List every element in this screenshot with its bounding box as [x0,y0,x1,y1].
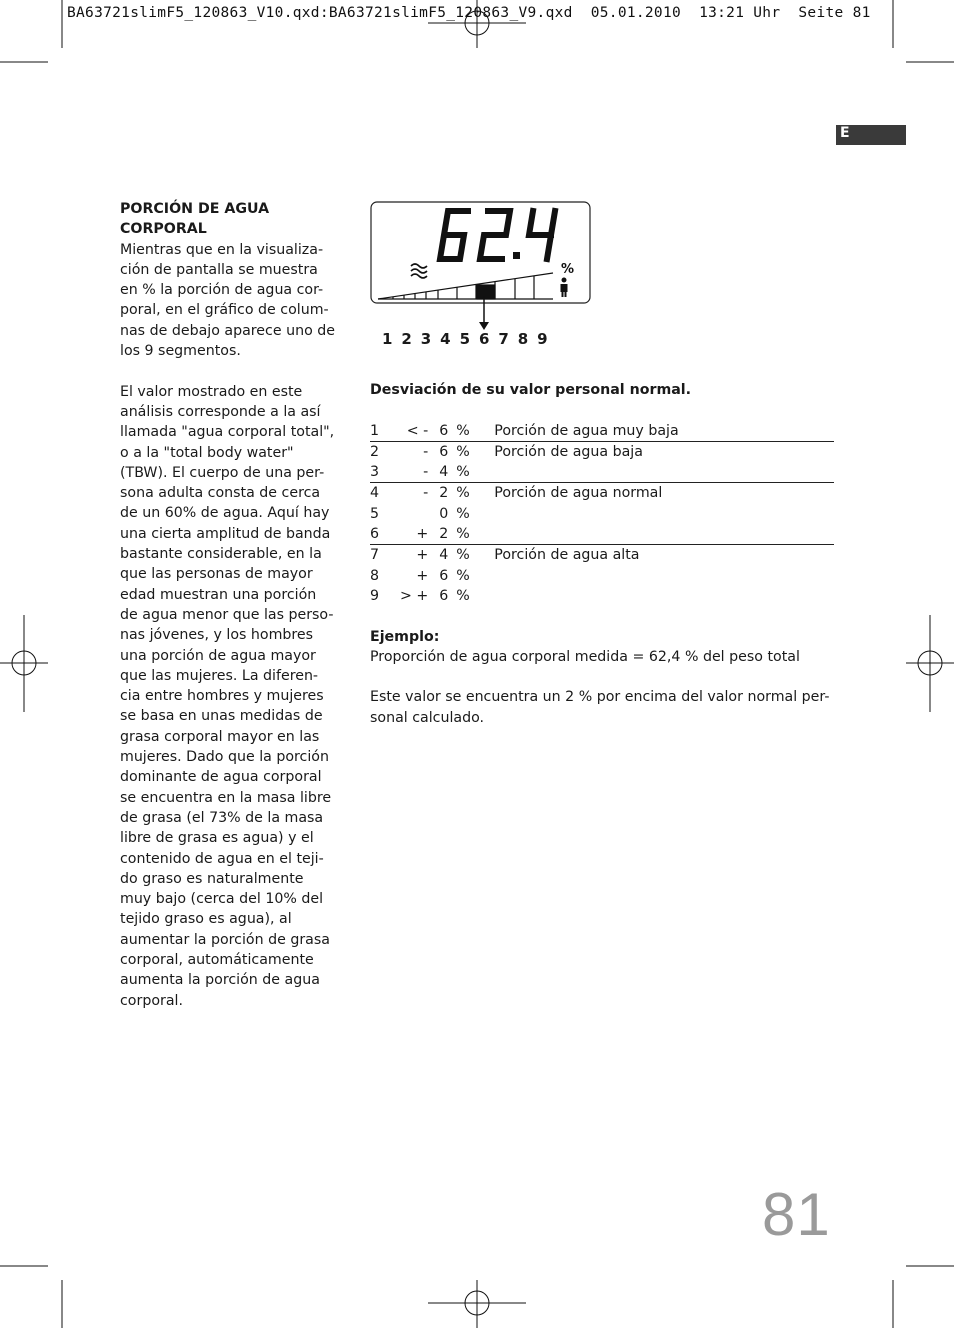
deviation-row [370,566,834,586]
language-tab: E [836,125,906,145]
deviation-table [370,421,834,607]
deviation-cell-sign: - [423,485,429,502]
deviation-cell-unit: % [456,485,470,502]
deviation-cell-label [494,504,834,524]
right-column [370,380,834,728]
percent-unit: % [561,262,575,277]
deviation-cell-val: 4 [439,547,449,564]
deviation-cell-label [494,566,834,586]
segment-number: 2 [401,330,412,348]
segment-number: 9 [537,330,548,348]
segment-number: 6 [478,330,490,348]
segment-number: 4 [440,330,451,348]
deviation-row [370,441,834,462]
segment-number: 8 [517,330,529,348]
text-line: grasa corporal mayor en las [120,728,320,745]
deviation-cell-unit: % [448,421,494,442]
deviation-cell-sign: - [423,443,429,460]
deviation-cell-n: 2 [370,443,380,460]
deviation-cell-n: 4 [370,485,380,502]
deviation-cell-val: 6 [439,443,449,460]
deviation-subheading: Desviación de su valor personal normal. [370,382,692,398]
scale-lcd-display [370,201,592,306]
segment-number: 5 [459,330,470,348]
text-line: los 9 segmentos. [120,343,241,360]
segment-number-labels [382,330,557,348]
deviation-cell-unit: % [456,505,470,522]
text-line: Mientras que en la visualiza- [120,241,324,258]
text-line: que las mujeres. La diferen- [120,667,319,684]
deviation-cell-val: 4 [436,462,448,483]
example-text: Proporción de agua corporal medida = 62,4 % del peso total [370,648,800,665]
text-line: análisis corresponde a la así [120,403,321,420]
deviation-cell-label: Porción de agua muy baja [494,421,834,442]
deviation-cell-unit: % [456,587,470,604]
deviation-cell-unit: % [456,443,470,460]
deviation-cell-val: 0 [439,505,449,522]
section-heading: PORCIÓN DE AGUA CORPORAL [120,201,270,238]
text-line: nas jóvenes, y los hombres [120,627,314,644]
example-title: Ejemplo: [370,628,440,645]
text-line: de un 60% de agua. Aquí hay [120,505,330,522]
text-line: bastante considerable, en la [120,546,322,563]
text-line: do graso es naturalmente [120,870,304,887]
text-line: poral, en el gráfico de colum- [120,302,329,319]
deviation-cell-label [494,586,834,606]
text-line: edad muestran una porción [120,586,317,603]
deviation-cell-unit: % [448,524,494,545]
example-note: Este valor se encuentra un 2 % por encima del valor normal per- sonal calculado. [370,689,830,726]
deviation-row [370,545,834,566]
deviation-cell-label: Porción de agua baja [494,443,643,460]
deviation-cell-label [494,462,834,483]
text-line: mujeres. Dado que la porción [120,749,329,766]
text-line: muy bajo (cerca del 10% del [120,891,324,908]
deviation-cell-label: Porción de agua normal [494,485,663,502]
deviation-row [370,586,834,606]
decimal-point [513,252,520,259]
deviation-cell-n: 6 [370,524,400,545]
text-line: o a la "total body water" [120,444,294,461]
segment-number: 1 [382,330,393,348]
deviation-cell-n: 9 [370,587,380,604]
deviation-cell-val: 6 [439,567,449,584]
text-line: El valor mostrado en este [120,383,303,400]
deviation-cell-sign: + [416,567,429,584]
text-line: aumenta la porción de agua [120,972,320,989]
print-header: BA63721slimF5_120863_V10.qxd:BA63721slimF5_120863_V9.qxd 05.01.2010 13:21 Uhr Seite 81 [67,5,871,21]
text-line: contenido de agua en el teji- [120,850,324,867]
deviation-cell-unit: % [456,547,470,564]
text-line: tejido graso es agua), al [120,911,292,928]
deviation-cell-n: 5 [370,505,380,522]
text-line: nas de debajo aparece uno de [120,322,335,339]
text-line: que las personas de mayor [120,566,313,583]
text-line: corporal, automáticamente [120,951,314,968]
deviation-cell-label: Porción de agua alta [494,547,640,564]
left-column [120,199,340,1011]
deviation-cell-n: 8 [370,567,380,584]
text-line: corporal. [120,992,183,1009]
text-line: (TBW). El cuerpo de una per- [120,464,325,481]
deviation-cell-unit: % [448,462,494,483]
text-line: llamada "agua corporal total", [120,424,335,441]
text-line: una cierta amplitud de banda [120,525,331,542]
segment-number: 7 [498,330,509,348]
text-line: ción de pantalla se muestra [120,261,318,278]
deviation-cell-n: 1 [370,421,400,442]
intro-paragraph [120,240,340,362]
deviation-row [370,504,834,524]
text-line: cia entre hombres y mujeres [120,688,324,705]
deviation-cell-sign [400,504,436,524]
deviation-cell-n: 3 [370,462,400,483]
text-line: aumentar la porción de grasa [120,931,330,948]
explanation-paragraph [120,382,340,1011]
deviation-cell-unit: % [456,567,470,584]
deviation-cell-sign: > + [400,587,429,604]
text-line: se basa en unas medidas de [120,708,323,725]
deviation-row [370,524,834,545]
text-line: sona adulta consta de cerca [120,485,321,502]
deviation-cell-sign: + [416,547,429,564]
text-line: se encuentra en la masa libre [120,789,332,806]
deviation-cell-val: 6 [439,587,449,604]
segment-number: 3 [420,330,432,348]
deviation-cell-sign: - [400,462,436,483]
text-line: libre de grasa es agua) y el [120,830,314,847]
text-line: una porción de agua mayor [120,647,316,664]
deviation-row [370,462,834,483]
text-line: en % la porción de agua cor- [120,282,324,299]
deviation-cell-val: 6 [436,421,448,442]
deviation-cell-n: 7 [370,547,380,564]
deviation-cell-label [494,524,834,545]
deviation-row [370,421,834,442]
text-line: dominante de agua corporal [120,769,322,786]
text-line: de grasa (el 73% de la masa [120,809,324,826]
text-line: de agua menor que las perso- [120,606,334,623]
deviation-cell-sign: + [400,524,436,545]
deviation-cell-val: 2 [439,485,449,502]
page-number: 81 [762,1181,831,1248]
deviation-cell-val: 2 [436,524,448,545]
deviation-row [370,483,834,504]
deviation-cell-sign: < - [400,421,436,442]
